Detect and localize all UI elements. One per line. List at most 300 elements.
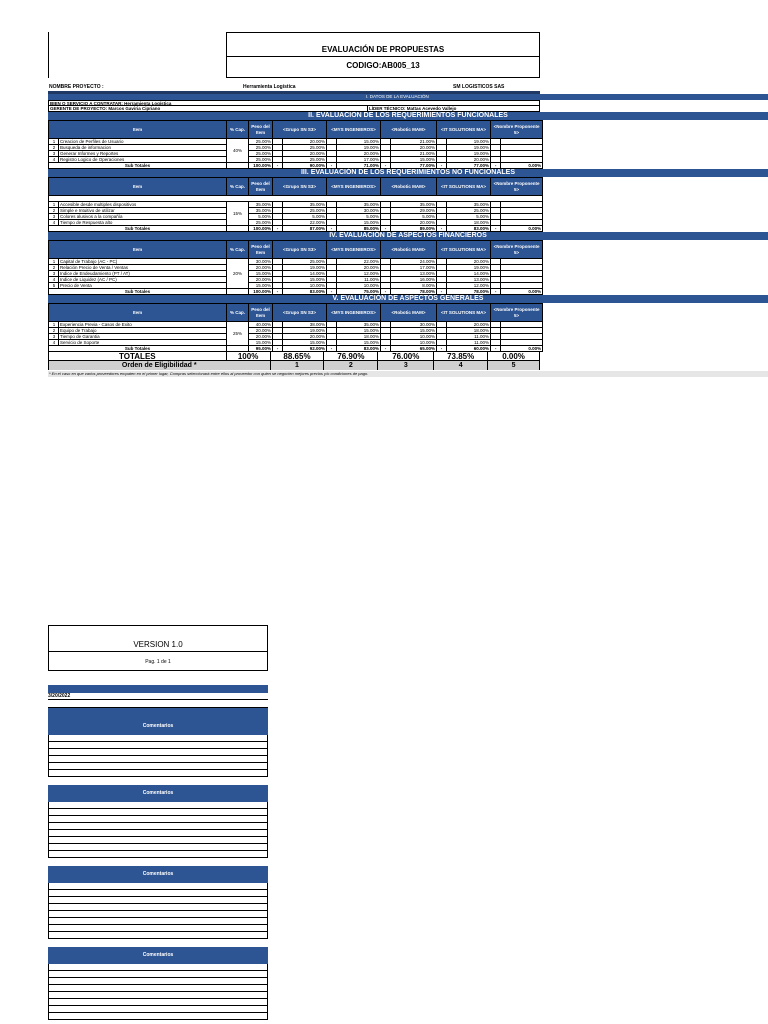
subtotal-dash: - (381, 226, 391, 232)
section-title: V. EVALUACIÓN DE ASPECTOS GENERALES (48, 295, 768, 303)
capacity-cell: 25% (227, 322, 249, 346)
comment-gap (48, 939, 268, 947)
score-cell: 20.00% (337, 265, 381, 271)
column-p1: <Grupo SN S3> (273, 178, 327, 196)
score-cell: 15.00% (283, 340, 327, 346)
subtotal-score: 83.00% (447, 226, 491, 232)
score-cell: 13.00% (391, 271, 437, 277)
subtotal-row (49, 226, 543, 232)
column-p1: <Grupo SN S3> (273, 241, 327, 259)
subtotal-cap (227, 163, 249, 169)
subtotal-score: 60.00% (447, 346, 491, 352)
comment-line[interactable] (48, 925, 268, 932)
score-cell: 35.00% (391, 202, 437, 208)
item-label: Servicio de Soporte (60, 340, 100, 345)
comment-gap (48, 858, 268, 866)
evaluation-table (48, 177, 543, 232)
item-number: 4 (50, 157, 59, 162)
subtotal-label: Sub Totales (49, 226, 227, 232)
column-p2: <MYS INGENIEROS> (327, 178, 381, 196)
column-item: Item (49, 121, 227, 139)
page-number: Pag. 1 de 1 (145, 659, 171, 665)
service-label: BIEN O SERVICIO A CONTRATAR: Herramienta Logística (50, 101, 172, 106)
subtotal-peso: 100.00% (249, 289, 273, 295)
comments-header: Comentarios (48, 947, 268, 964)
score-cell: 21.00% (391, 151, 437, 157)
subtotal-dash: - (327, 346, 337, 352)
score-cell: 20.00% (283, 139, 327, 145)
subtotal-cap (227, 226, 249, 232)
comment-line[interactable] (48, 932, 268, 939)
peso-cell: 15.00% (249, 283, 273, 289)
column-p1: <Grupo SN S3> (273, 304, 327, 322)
peso-cell: 20.00% (249, 328, 273, 334)
item-number: 1 (50, 259, 59, 264)
item-label: Creacion de Perfiles de Usuario (60, 139, 124, 144)
item-label: Colores alusivos a la compañía (60, 214, 123, 219)
version-band (48, 685, 268, 693)
evaluation-sheet (48, 32, 768, 377)
evaluation-sections (48, 112, 768, 352)
comment-line[interactable] (48, 964, 268, 971)
document-title: EVALUACIÓN DE PROPUESTAS (321, 45, 445, 54)
score-cell: 20.00% (447, 157, 491, 163)
subtotal-dash: - (327, 289, 337, 295)
subtotal-score: 65.00% (391, 346, 437, 352)
item-label: Generar Informes y Reportes (60, 151, 119, 156)
subtotal-dash: - (491, 226, 501, 232)
score-cell: 10.00% (391, 334, 437, 340)
subtotal-label: Sub Totales (49, 346, 227, 352)
score-cell: 24.00% (391, 259, 437, 265)
column-p2: <MYS INGENIEROS> (327, 121, 381, 139)
item-label: Equipo de Trabajo (60, 328, 97, 333)
score-cell: 19.00% (447, 265, 491, 271)
score-cell: 15.00% (337, 328, 381, 334)
item-number: 3 (50, 271, 59, 276)
score-cell: 29.00% (391, 208, 437, 214)
subtotal-peso: 95.00% (249, 346, 273, 352)
subtotal-score: 71.00% (337, 163, 381, 169)
comment-lines (48, 735, 268, 777)
comment-line[interactable] (48, 978, 268, 985)
score-cell: 22.00% (337, 259, 381, 265)
subtotal-dash: - (273, 289, 283, 295)
item-label: Busqueda de informacion (60, 145, 112, 150)
comment-line[interactable] (48, 749, 268, 756)
comment-lines (48, 802, 268, 858)
project-name-value: Herramienta Logística (243, 84, 296, 90)
score-cell: 30.00% (391, 322, 437, 328)
item-number: 2 (50, 328, 59, 333)
comment-line[interactable] (48, 802, 268, 809)
score-cell: 25.00% (447, 208, 491, 214)
subtotal-score: 0.00% (501, 346, 543, 352)
subtotal-dash: - (437, 226, 447, 232)
column-p5: <Nombre Proponente 5> (491, 121, 543, 139)
item-number: 1 (50, 322, 59, 327)
peso-cell: 20.00% (249, 334, 273, 340)
subtotal-dash: - (327, 163, 337, 169)
score-cell: 5.00% (337, 214, 381, 220)
score-cell: 18.00% (337, 334, 381, 340)
item-label: Simple e Intuitivo de utilizar (60, 208, 115, 213)
item-label: Accesible desde multiples dispositivos (60, 202, 137, 207)
comment-line[interactable] (48, 971, 268, 978)
score-cell: 21.00% (391, 139, 437, 145)
column-peso: Peso del Item (249, 304, 273, 322)
column-cap: % Cap. (227, 304, 249, 322)
totals-row (48, 352, 540, 361)
order-label: Orden de Eligibilidad * (49, 361, 271, 370)
subtotal-row (49, 163, 543, 169)
score-cell: 19.00% (447, 151, 491, 157)
score-cell: 14.00% (447, 271, 491, 277)
item-label: Registro Logico de Operaciones (60, 157, 125, 162)
item-label: Capital de Trabajo (AC - PC) (60, 259, 118, 264)
item-label: Relación Precio de Venta / Ventas (60, 265, 129, 270)
peso-cell: 40.00% (249, 322, 273, 328)
column-p3: <Robotic MAM> (381, 241, 437, 259)
subtotal-dash: - (437, 289, 447, 295)
evaluation-table (48, 303, 543, 352)
totals-p3: 76.00% (378, 352, 434, 360)
subtotal-dash: - (381, 163, 391, 169)
comment-line[interactable] (48, 742, 268, 749)
comments-header: Comentarios (48, 718, 268, 735)
manager-row (48, 106, 540, 112)
column-p1: <Grupo SN S3> (273, 121, 327, 139)
item-number: 4 (50, 340, 59, 345)
peso-cell: 20.00% (249, 265, 273, 271)
column-peso: Peso del Item (249, 121, 273, 139)
peso-cell: 35.00% (249, 208, 273, 214)
item-label: Indice de Liquidez (AC / PC) (60, 277, 117, 282)
score-cell: 25.00% (283, 208, 327, 214)
score-cell: 20.00% (283, 334, 327, 340)
section-title: IV. EVALUACIÓN DE ASPECTOS FINANCIEROS (48, 232, 768, 240)
comment-lines (48, 883, 268, 939)
score-cell: 8.00% (391, 283, 437, 289)
subtotal-label: Sub Totales (49, 163, 227, 169)
comments-band-top (48, 708, 268, 718)
project-row (48, 82, 768, 91)
capacity-cell: 40% (227, 139, 249, 163)
comment-line[interactable] (48, 999, 268, 1006)
column-p4: <IT SOLUTIONS MA> (437, 178, 491, 196)
score-cell: 14.00% (283, 271, 327, 277)
totals-p4: 73.85% (434, 352, 488, 360)
score-cell: 15.00% (391, 328, 437, 334)
subtotal-peso: 100.00% (249, 163, 273, 169)
score-cell: 11.00% (447, 334, 491, 340)
column-cap: % Cap. (227, 178, 249, 196)
project-name-label: NOMBRE PROYECTO : (49, 84, 104, 90)
score-cell: 20.00% (391, 145, 437, 151)
score-cell: 19.00% (447, 145, 491, 151)
order-p1: 1 (271, 361, 325, 370)
score-cell: 16.00% (391, 277, 437, 283)
score-cell: 22.00% (283, 220, 327, 226)
comment-line[interactable] (48, 890, 268, 897)
score-cell: 35.00% (447, 202, 491, 208)
score-cell: 15.00% (391, 157, 437, 163)
peso-cell: 20.00% (249, 277, 273, 283)
title-box (226, 32, 540, 78)
score-cell: 19.00% (337, 145, 381, 151)
score-cell: 20.00% (391, 220, 437, 226)
peso-cell: 25.00% (249, 139, 273, 145)
column-p5: <Nombre Proponente 5> (491, 178, 543, 196)
title-divider (227, 56, 539, 57)
comment-line[interactable] (48, 770, 268, 777)
item-label: Tiempo de Garantia (60, 334, 100, 339)
subtotal-score: 83.00% (337, 346, 381, 352)
score-cell: 19.00% (283, 328, 327, 334)
peso-cell: 30.00% (249, 259, 273, 265)
comment-line[interactable] (48, 823, 268, 830)
subtotal-score: 78.00% (391, 289, 437, 295)
score-cell: 20.00% (337, 151, 381, 157)
item-number: 3 (50, 214, 59, 219)
order-p3: 3 (378, 361, 434, 370)
score-cell: 5.00% (391, 214, 437, 220)
score-cell: 12.00% (337, 271, 381, 277)
item-number: 3 (50, 334, 59, 339)
peso-cell: 25.00% (249, 220, 273, 226)
manager-label: GERENTE DE PROYECTO: Marcos Gaviria Cipriano (50, 106, 161, 111)
score-cell: 20.00% (283, 151, 327, 157)
score-cell: 5.00% (283, 214, 327, 220)
comment-line[interactable] (48, 756, 268, 763)
subtotal-peso: 100.00% (249, 226, 273, 232)
subtotal-dash: - (273, 226, 283, 232)
totals-p1: 88.65% (271, 352, 325, 360)
subtotal-dash: - (381, 289, 391, 295)
comment-line[interactable] (48, 837, 268, 844)
score-cell: 25.00% (283, 259, 327, 265)
subtotal-cap (227, 346, 249, 352)
subtotal-score: 0.00% (501, 289, 543, 295)
item-number: 2 (50, 208, 59, 213)
subtotal-score: 77.00% (391, 163, 437, 169)
column-p4: <IT SOLUTIONS MA> (437, 304, 491, 322)
subtotal-score: 0.00% (501, 163, 543, 169)
version-date: 3/20/2022 (48, 693, 268, 700)
column-p3: <Robotic MAM> (381, 304, 437, 322)
totals-p2: 76.90% (324, 352, 378, 360)
item-label: Precio de Venta (60, 283, 92, 288)
version-divider (49, 651, 267, 652)
score-cell: 19.00% (283, 265, 327, 271)
score-cell: 17.00% (391, 265, 437, 271)
item-label: Tiempo de Respuesta alto (60, 220, 113, 225)
order-p4: 4 (434, 361, 488, 370)
subtotal-score: 85.00% (337, 226, 381, 232)
date-blank-row (48, 700, 268, 708)
leader-label: LÍDER TÉCNICO: Mattas Acevedo Vallejo (369, 106, 457, 111)
subtotal-score: 87.00% (283, 226, 327, 232)
version-box (48, 625, 268, 671)
comment-line[interactable] (48, 851, 268, 858)
score-cell: 38.00% (283, 322, 327, 328)
score-cell: 30.00% (337, 208, 381, 214)
item-number: 2 (50, 145, 59, 150)
subtotal-score: 78.00% (447, 289, 491, 295)
subtotal-score: 0.00% (501, 226, 543, 232)
left-border (48, 32, 49, 78)
score-cell: 20.00% (447, 322, 491, 328)
subtotal-row (49, 289, 543, 295)
column-p4: <IT SOLUTIONS MA> (437, 241, 491, 259)
score-cell: 18.00% (447, 328, 491, 334)
column-cap: % Cap. (227, 241, 249, 259)
capacity-cell: 20% (227, 259, 249, 289)
score-cell: 13.00% (447, 277, 491, 283)
column-p2: <MYS INGENIEROS> (327, 304, 381, 322)
peso-cell: 25.00% (249, 145, 273, 151)
score-cell: 18.00% (447, 220, 491, 226)
subtotal-dash: - (491, 163, 501, 169)
version-title: VERSION 1.0 (133, 640, 183, 649)
score-cell: 35.00% (283, 202, 327, 208)
score-cell: 12.00% (447, 283, 491, 289)
subtotal-dash: - (381, 346, 391, 352)
totals-p5: 0.00% (488, 352, 540, 360)
section-title: II. EVALUACIÓN DE LOS REQUERIMIENTOS FUNCIONALES (48, 112, 768, 120)
totals-cap: 100% (227, 352, 271, 360)
company-name: SM LOGISTICOS SAS (453, 84, 505, 90)
item-number: 1 (50, 202, 59, 207)
score-cell: 15.00% (337, 220, 381, 226)
item-label: Experiencia Previa - Casos de Exito (60, 322, 132, 327)
score-cell: 10.00% (391, 340, 437, 346)
comment-line[interactable] (48, 735, 268, 742)
subtotal-dash: - (437, 346, 447, 352)
score-cell: 19.00% (447, 139, 491, 145)
column-item: Item (49, 304, 227, 322)
comment-line[interactable] (48, 763, 268, 770)
evaluation-data-label: I. DATOS DE LA EVALUACIÓN (366, 94, 429, 99)
order-p2: 2 (324, 361, 378, 370)
subtotal-dash: - (437, 163, 447, 169)
item-number: 1 (50, 139, 59, 144)
subtotal-cap (227, 289, 249, 295)
evaluation-table (48, 120, 543, 169)
score-cell: 10.00% (283, 283, 327, 289)
order-row (48, 361, 540, 370)
column-item: Item (49, 241, 227, 259)
item-number: 3 (50, 151, 59, 156)
column-p3: <Robotic MAM> (381, 178, 437, 196)
totals-label: TOTALES (49, 352, 227, 360)
subtotal-dash: - (491, 289, 501, 295)
spacer (48, 671, 268, 685)
score-cell: 15.00% (337, 340, 381, 346)
comment-line[interactable] (48, 809, 268, 816)
item-number: 2 (50, 265, 59, 270)
comment-gap (48, 777, 268, 785)
document-header (48, 32, 768, 78)
section-title: III. EVALUACIÓN DE LOS REQUERIMIENTOS NO FUNCIONALES (48, 169, 768, 177)
comment-line[interactable] (48, 911, 268, 918)
item-number: 4 (50, 220, 59, 225)
comments-header: Comentarios (48, 866, 268, 883)
column-p3: <Robotic MAM> (381, 121, 437, 139)
document-code: CODIGO:AB005_13 (346, 61, 420, 70)
comment-line[interactable] (48, 844, 268, 851)
peso-cell: 5.00% (249, 214, 273, 220)
column-p5: <Nombre Proponente 5> (491, 304, 543, 322)
peso-cell: 35.00% (249, 202, 273, 208)
column-item: Item (49, 178, 227, 196)
score-cell: 35.00% (337, 322, 381, 328)
subtotal-row (49, 346, 543, 352)
manager-divider (367, 106, 368, 112)
subtotal-dash: - (273, 346, 283, 352)
score-cell: 25.00% (283, 157, 327, 163)
subtotal-score: 90.00% (283, 163, 327, 169)
subtotal-score: 89.00% (391, 226, 437, 232)
subtotal-dash: - (273, 163, 283, 169)
comment-lines (48, 964, 268, 1020)
score-cell: 20.00% (447, 259, 491, 265)
item-number: 5 (50, 283, 59, 288)
column-p5: <Nombre Proponente 5> (491, 241, 543, 259)
comment-line[interactable] (48, 830, 268, 837)
subtotal-score: 75.00% (337, 289, 381, 295)
score-cell: 5.00% (447, 214, 491, 220)
subtotal-score: 77.00% (447, 163, 491, 169)
column-p2: <MYS INGENIEROS> (327, 241, 381, 259)
item-label: Indice de Endeudamiento (PT / AT) (60, 271, 130, 276)
comment-line[interactable] (48, 985, 268, 992)
evaluation-table (48, 240, 543, 295)
version-panel (48, 625, 268, 1024)
comment-line[interactable] (48, 992, 268, 999)
comment-line[interactable] (48, 816, 268, 823)
score-cell: 15.00% (337, 139, 381, 145)
comment-line[interactable] (48, 1006, 268, 1013)
subtotal-dash: - (327, 226, 337, 232)
capacity-cell: 15% (227, 202, 249, 226)
order-p5: 5 (488, 361, 540, 370)
comment-line[interactable] (48, 918, 268, 925)
column-peso: Peso del Item (249, 178, 273, 196)
comments-blocks (48, 718, 268, 1024)
peso-cell: 15.00% (249, 271, 273, 277)
comment-line[interactable] (48, 897, 268, 904)
comments-header: Comentarios (48, 785, 268, 802)
column-p4: <IT SOLUTIONS MA> (437, 121, 491, 139)
comment-line[interactable] (48, 883, 268, 890)
comment-line[interactable] (48, 1013, 268, 1020)
subtotal-score: 83.00% (283, 289, 327, 295)
score-cell: 17.00% (337, 157, 381, 163)
score-cell: 10.00% (337, 283, 381, 289)
peso-cell: 25.00% (249, 157, 273, 163)
score-cell: 11.00% (447, 340, 491, 346)
peso-cell: 25.00% (249, 151, 273, 157)
column-cap: % Cap. (227, 121, 249, 139)
column-peso: Peso del Item (249, 241, 273, 259)
comment-line[interactable] (48, 904, 268, 911)
footnote: * En el caso en que varios proveedores empaten en el primer lugar, Compras seleccionará entre ellos al proveedor con quien se negocien mejores precios y/o condiciones de pago. (48, 371, 768, 377)
score-cell: 25.00% (283, 145, 327, 151)
subtotal-score: 92.00% (283, 346, 327, 352)
subtotal-dash: - (491, 346, 501, 352)
score-cell: 11.00% (337, 277, 381, 283)
